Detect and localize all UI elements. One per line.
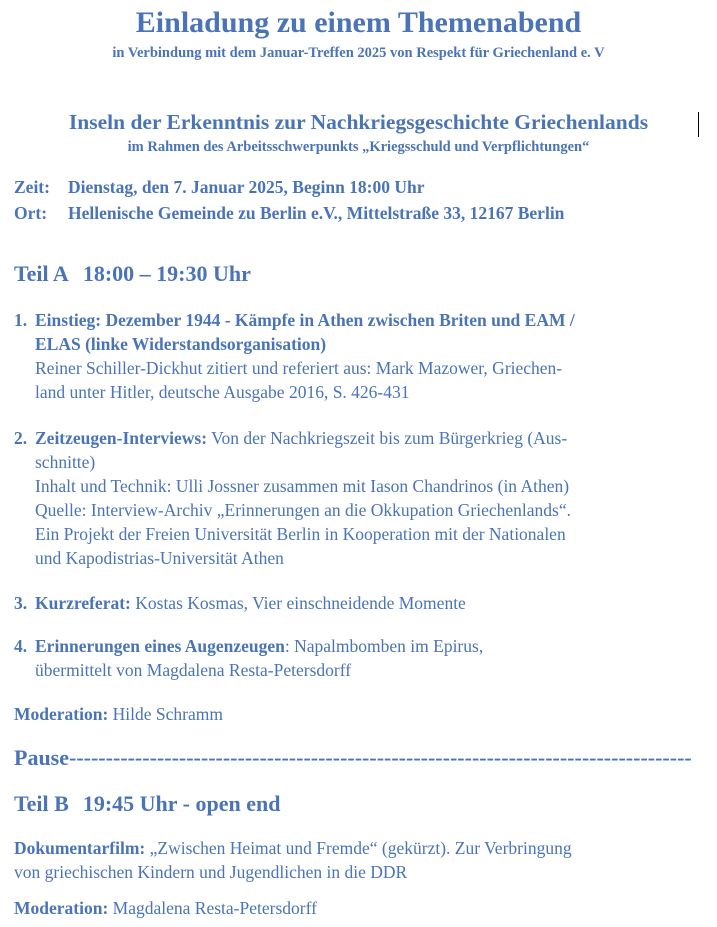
theme-subtitle: im Rahmen des Arbeitsschwerpunkts „Kriegsschuld und Verpflichtungen“ xyxy=(127,139,590,155)
film-line1-text: „Zwischen Heimat und Fremde“ (gekürzt). Zur Verbringung xyxy=(145,838,572,858)
item-3-heading-rest: Kostas Kosmas, Vier einschneidende Momente xyxy=(130,593,466,613)
item-4-heading-rest: : Napalmbomben im Epirus, xyxy=(284,636,484,656)
item-2-line3: Inhalt und Technik: Ulli Jossner zusammen mit Iason Chandrinos (in Athen) xyxy=(35,476,570,496)
item-1-heading-line1: Einstieg: Dezember 1944 - Kämpfe in Athen zwischen Briten und EAM / xyxy=(35,310,575,330)
ort-value: Hellenische Gemeinde zu Berlin e.V., Mittelstraße 33, 12167 Berlin xyxy=(68,203,565,223)
pause-label: Pause xyxy=(14,745,69,770)
ort-label: Ort: xyxy=(14,203,48,223)
info-ort xyxy=(14,202,564,224)
teil-a-time: 18:00 – 19:30 Uhr xyxy=(82,261,251,286)
item-number: 4. xyxy=(14,636,28,656)
item-number: 3. xyxy=(14,593,28,613)
item-2-heading: Zeitzeugen-Interviews: xyxy=(35,428,208,448)
list-item-4 xyxy=(14,634,704,682)
document-subtitle: in Verbindung mit dem Januar-Treffen 2025 von Respekt für Griechenland e. V xyxy=(112,45,605,61)
item-1-line4: land unter Hitler, deutsche Ausgabe 2016, S. 426-431 xyxy=(35,382,410,402)
teil-b-label: Teil B xyxy=(14,791,69,816)
zeit-value: Dienstag, den 7. Januar 2025, Beginn 18:00 Uhr xyxy=(68,177,425,197)
item-2-heading-rest: Von der Nachkriegszeit bis zum Bürgerkrieg (Aus- xyxy=(207,428,568,448)
item-3-heading: Kurzreferat: xyxy=(35,593,131,613)
document-title: Einladung zu einem Themenabend xyxy=(135,6,582,39)
film-line-2: von griechischen Kindern und Jugendlichen in die DDR xyxy=(14,862,408,882)
item-2-line1 xyxy=(35,426,704,450)
pause-line xyxy=(14,744,692,772)
text-cursor xyxy=(698,112,699,137)
item-4-line1 xyxy=(35,634,704,658)
moderation-a-value: Hilde Schramm xyxy=(108,704,223,724)
item-2-line4: Quelle: Interview-Archiv „Erinnerungen an die Okkupation Griechenlands“. xyxy=(35,500,571,520)
teil-b-time: 19:45 Uhr - open end xyxy=(82,791,281,816)
list-item-1 xyxy=(14,308,704,404)
item-2-line5: Ein Projekt der Freien Universität Berlin in Kooperation mit der Nationalen xyxy=(35,524,566,544)
moderation-b-value: Magdalena Resta-Petersdorff xyxy=(108,898,317,918)
item-4-heading: Erinnerungen eines Augenzeugen xyxy=(35,636,285,656)
item-2-line2: schnitte) xyxy=(35,452,96,472)
item-2-line6: und Kapodistrias-Universität Athen xyxy=(35,548,284,568)
moderation-teil-b xyxy=(14,896,317,920)
pause-dashes: ------------------------------------------------------------------------------------- xyxy=(69,745,692,770)
moderation-b-label: Moderation: xyxy=(14,898,109,918)
section-teil-a xyxy=(14,261,251,287)
info-zeit xyxy=(14,176,425,198)
item-3-line1 xyxy=(35,591,704,615)
item-number: 2. xyxy=(14,428,28,448)
teil-a-label: Teil A xyxy=(14,261,69,286)
item-number: 1. xyxy=(14,310,28,330)
zeit-label: Zeit: xyxy=(14,177,50,197)
film-label: Dokumentarfilm: xyxy=(14,838,146,858)
item-1-heading-line2: ELAS (linke Widerstandsorganisation) xyxy=(35,334,327,354)
list-item-2 xyxy=(14,426,704,570)
item-1-line3: Reiner Schiller-Dickhut zitiert und referiert aus: Mark Mazower, Griechen- xyxy=(35,358,563,378)
film-line-1 xyxy=(14,836,572,860)
item-4-line2: übermittelt von Magdalena Resta-Petersdorff xyxy=(35,660,352,680)
list-item-3 xyxy=(14,591,704,615)
moderation-teil-a xyxy=(14,702,223,726)
theme-title: Inseln der Erkenntnis zur Nachkriegsgeschichte Griechenlands xyxy=(68,110,649,134)
moderation-a-label: Moderation: xyxy=(14,704,109,724)
section-teil-b xyxy=(14,791,280,817)
